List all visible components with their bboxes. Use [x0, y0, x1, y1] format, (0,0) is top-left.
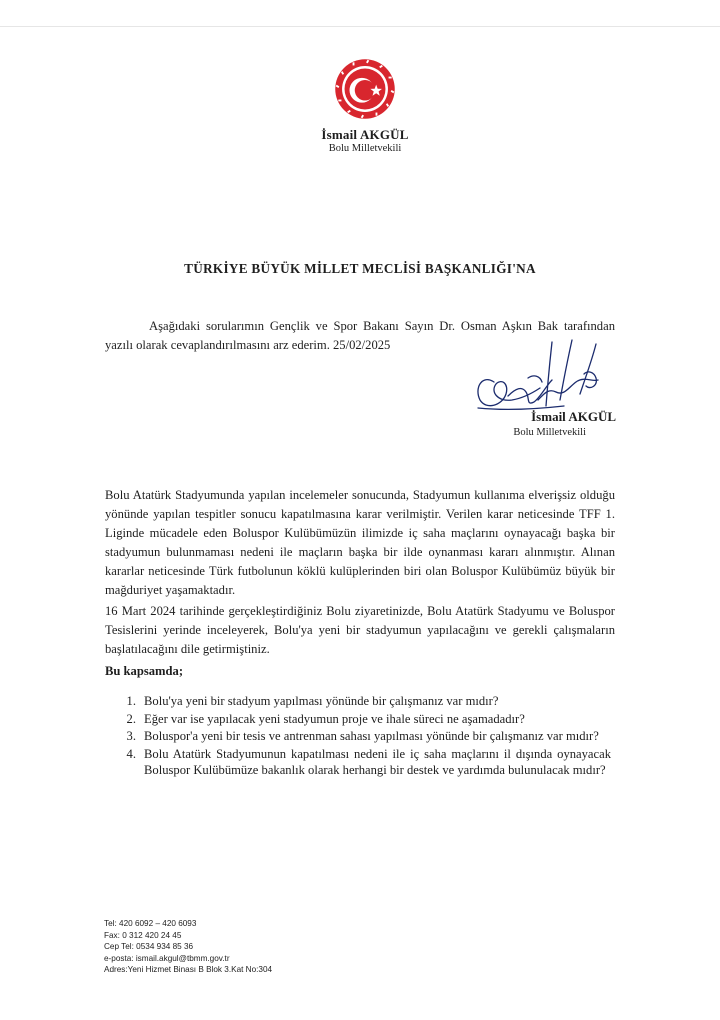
contact-block — [104, 918, 272, 976]
question-number: 1. — [126, 694, 136, 708]
questions-subheading: Bu kapsamda; — [105, 664, 184, 678]
list-item — [104, 746, 611, 779]
contact-mobile: Cep Tel: 0534 934 85 36 — [104, 942, 194, 952]
question-number: 3. — [126, 729, 136, 743]
question-number: 2. — [126, 711, 136, 726]
contact-email: e-posta: ismail.akgul@tbmm.gov.tr — [104, 953, 230, 963]
body-paragraph-1: Bolu Atatürk Stadyumunda yapılan incelemeler sonucunda, Stadyumun kullanıma elverişsiz olduğu yönünde yapılan tespitler sonucu kapatılmasına karar verilmiştir. Verilen karar neticesinde TFF 1. Liginde mücadele eden Boluspor Kulübümüzün ilimizde iç saha maçlarını oynayacağı başka bir stadyumun bulunmaması nedeni ile maçların başka bir ilde oynanması kararı alınmıştır. Alınan kararlar neticesinde Türk futbolunun köklü kulüplerinden biri olan Boluspor Kulübümüz büyük bir mağduriyet yaşamaktadır. — [105, 488, 615, 597]
question-text: Boluspor'a yeni bir tesis ve antrenman sahası yapılması yönünde bir çalışmanız var mıdır? — [144, 729, 599, 743]
question-text: Eğer var ise yapılacak yeni stadyumun proje ve ihale süreci ne aşamadadır? — [144, 711, 525, 726]
sender-title: Bolu Milletvekili — [328, 143, 402, 154]
contact-phone: Tel: 420 6092 – 420 6093 — [104, 919, 197, 928]
sender-name: İsmail AKGÜL — [321, 127, 409, 142]
signatory-name: İsmail AKGÜL — [531, 409, 616, 424]
signatory-title: Bolu Milletvekili — [513, 427, 586, 438]
question-text: Bolu Atatürk Stadyumunun kapatılması nedeni ile iç saha maçlarını il dışında oynayacak Boluspor Kulübümüze bakanlık olarak herhangi bir destek ve yardımda bulunulacak mıdır? — [144, 746, 611, 777]
list-item — [104, 693, 611, 710]
tbmm-emblem-icon — [334, 58, 396, 120]
question-number: 4. — [126, 746, 136, 761]
list-item — [104, 711, 611, 728]
contact-fax: Fax: 0 312 420 24 45 — [104, 930, 182, 940]
questions-list — [104, 693, 611, 780]
question-text: Bolu'ya yeni bir stadyum yapılması yönünde bir çalışmanız var mıdır? — [144, 694, 499, 708]
list-item — [104, 728, 611, 745]
top-edge-line — [0, 26, 720, 27]
addressee-heading: TÜRKİYE BÜYÜK MİLLET MECLİSİ BAŞKANLIĞI'NA — [184, 261, 536, 276]
intro-paragraph: Aşağıdaki sorularımın Gençlik ve Spor Bakanı Sayın Dr. Osman Aşkın Bak tarafından yazılı olarak cevaplandırılmasını arz ederim. 25/02/2025 — [105, 319, 615, 352]
contact-address: Adres:Yeni Hizmet Binası B Blok 3.Kat No:304 — [104, 965, 273, 975]
body-paragraph-2: 16 Mart 2024 tarihinde gerçekleştirdiğiniz Bolu ziyaretinizde, Bolu Atatürk Stadyumu ve Boluspor Tesislerini yerinde inceleyerek, Bolu'ya yeni bir stadyumun yapılacağını ve gerekli çalışmaların başlatılacağını dile getirmiştiniz. — [105, 604, 615, 656]
